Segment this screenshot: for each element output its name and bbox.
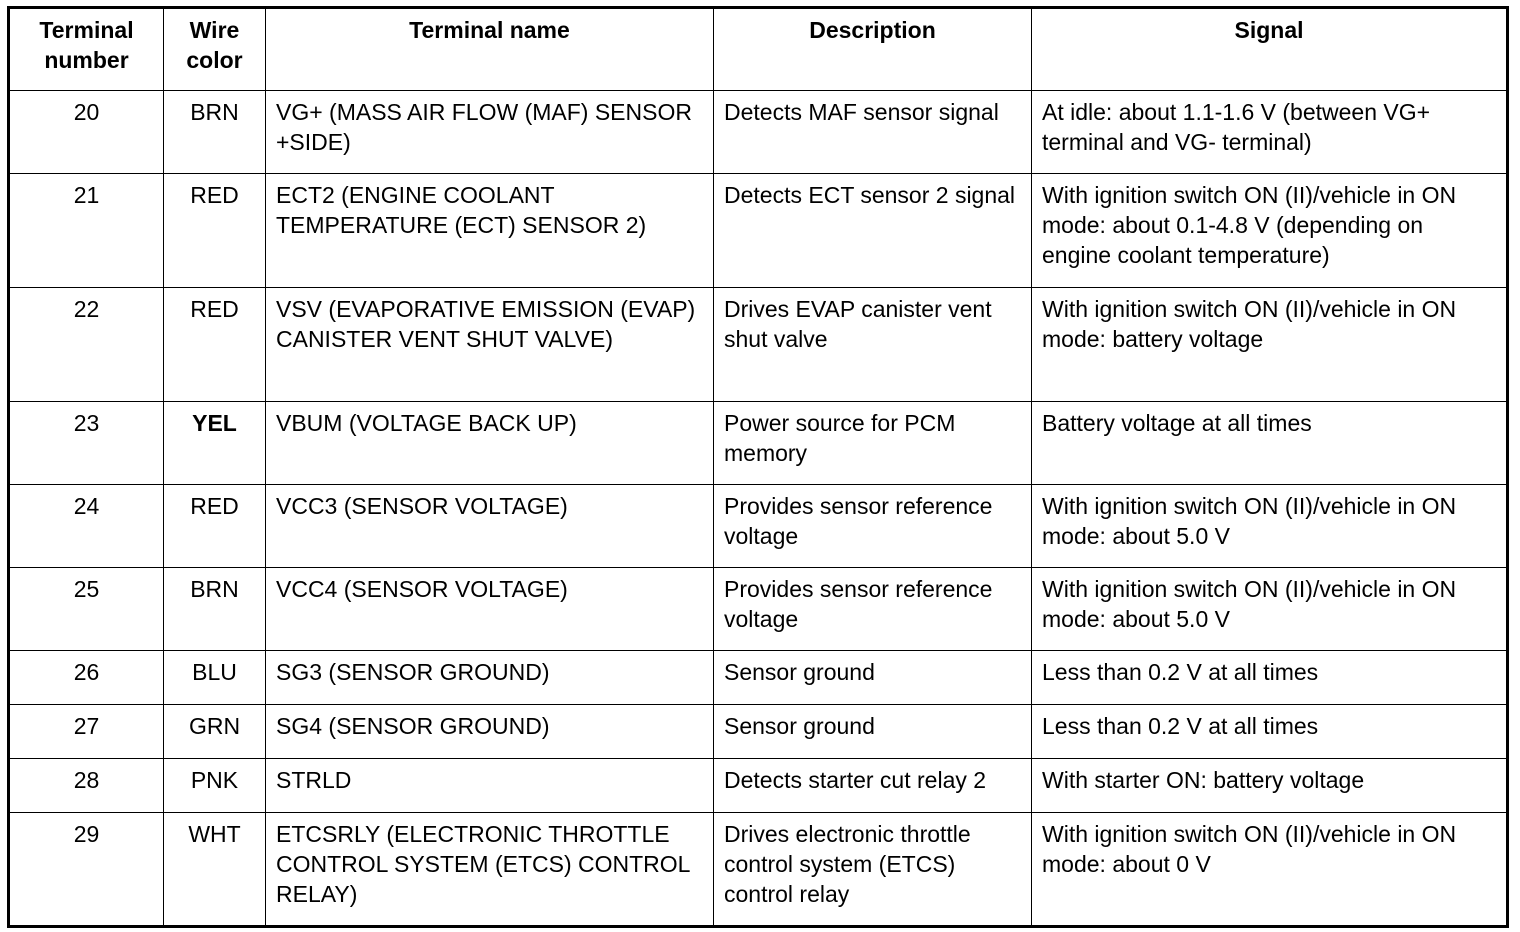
header-wire-color: Wire color [164,8,266,91]
table-row [9,402,1508,485]
terminal-number-cell: 20 [9,91,164,174]
table-row [9,651,1508,705]
description-cell: Drives EVAP canister vent shut valve [714,288,1032,402]
wire-color-cell: PNK [164,759,266,813]
signal-cell: Less than 0.2 V at all times [1032,705,1508,759]
wire-color-cell: BLU [164,651,266,705]
table-row [9,485,1508,568]
terminal-number-cell: 25 [9,568,164,651]
signal-cell: Less than 0.2 V at all times [1032,651,1508,705]
signal-cell: At idle: about 1.1-1.6 V (between VG+ terminal and VG- terminal) [1032,91,1508,174]
wire-color-cell: RED [164,174,266,288]
terminal-number-cell: 28 [9,759,164,813]
wire-color-cell: WHT [164,813,266,927]
description-cell: Detects ECT sensor 2 signal [714,174,1032,288]
terminal-name-cell: ECT2 (ENGINE COOLANT TEMPERATURE (ECT) SENSOR 2) [266,174,714,288]
table-row [9,174,1508,288]
terminal-number-cell: 21 [9,174,164,288]
terminal-name-cell: VCC4 (SENSOR VOLTAGE) [266,568,714,651]
terminal-number-cell: 22 [9,288,164,402]
terminal-name-cell: VG+ (MASS AIR FLOW (MAF) SENSOR +SIDE) [266,91,714,174]
terminal-name-cell: SG3 (SENSOR GROUND) [266,651,714,705]
table-row [9,759,1508,813]
description-cell: Power source for PCM memory [714,402,1032,485]
terminal-table [7,6,1509,928]
table-row [9,91,1508,174]
terminal-number-cell: 29 [9,813,164,927]
header-terminal-name: Terminal name [266,8,714,91]
header-terminal-number: Terminal number [9,8,164,91]
description-cell: Sensor ground [714,651,1032,705]
table-row [9,705,1508,759]
terminal-name-cell: VBUM (VOLTAGE BACK UP) [266,402,714,485]
wire-color-cell: RED [164,485,266,568]
wire-color-cell: BRN [164,568,266,651]
signal-cell: With ignition switch ON (II)/vehicle in ON mode: about 0.1-4.8 V (depending on engine coolant temperature) [1032,174,1508,288]
description-cell: Detects MAF sensor signal [714,91,1032,174]
table-row [9,288,1508,402]
terminal-name-cell: STRLD [266,759,714,813]
signal-cell: With ignition switch ON (II)/vehicle in ON mode: about 5.0 V [1032,485,1508,568]
wire-color-cell: RED [164,288,266,402]
header-row [9,8,1508,91]
terminal-number-cell: 24 [9,485,164,568]
description-cell: Drives electronic throttle control system (ETCS) control relay [714,813,1032,927]
signal-cell: With ignition switch ON (II)/vehicle in ON mode: battery voltage [1032,288,1508,402]
header-signal: Signal [1032,8,1508,91]
description-cell: Provides sensor reference voltage [714,568,1032,651]
signal-cell: With ignition switch ON (II)/vehicle in ON mode: about 5.0 V [1032,568,1508,651]
table-row [9,568,1508,651]
terminal-number-cell: 23 [9,402,164,485]
table-row [9,813,1508,927]
wire-color-cell: YEL [164,402,266,485]
terminal-number-cell: 27 [9,705,164,759]
description-cell: Sensor ground [714,705,1032,759]
terminal-name-cell: VCC3 (SENSOR VOLTAGE) [266,485,714,568]
signal-cell: With ignition switch ON (II)/vehicle in ON mode: about 0 V [1032,813,1508,927]
description-cell: Provides sensor reference voltage [714,485,1032,568]
description-cell: Detects starter cut relay 2 [714,759,1032,813]
wire-color-cell: BRN [164,91,266,174]
terminal-name-cell: VSV (EVAPORATIVE EMISSION (EVAP) CANISTER VENT SHUT VALVE) [266,288,714,402]
terminal-name-cell: SG4 (SENSOR GROUND) [266,705,714,759]
signal-cell: Battery voltage at all times [1032,402,1508,485]
header-description: Description [714,8,1032,91]
wire-color-cell: GRN [164,705,266,759]
signal-cell: With starter ON: battery voltage [1032,759,1508,813]
terminal-name-cell: ETCSRLY (ELECTRONIC THROTTLE CONTROL SYSTEM (ETCS) CONTROL RELAY) [266,813,714,927]
terminal-number-cell: 26 [9,651,164,705]
